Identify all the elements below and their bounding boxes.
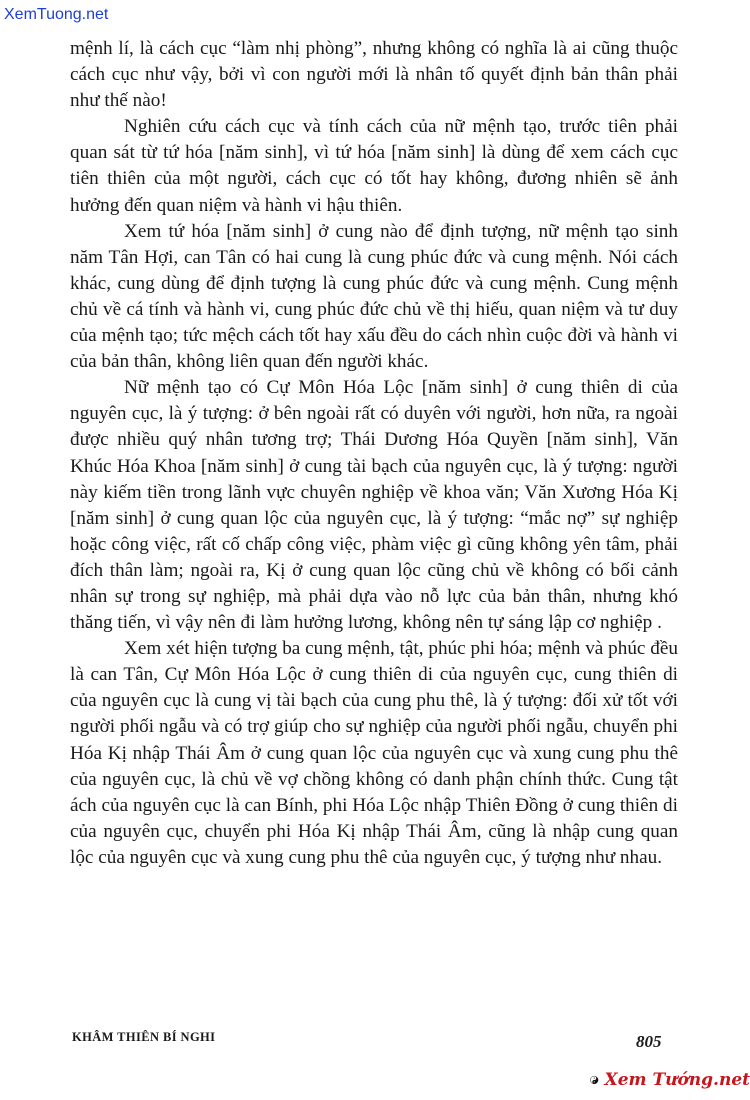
paragraph-5: Xem xét hiện tượng ba cung mệnh, tật, phúc phi hóa; mệnh và phúc đều là can Tân, Cự Môn Hóa Lộc ở cung thiên di của nguyên cục, cung thiên di của nguyên cục là cung vị tài bạch của cung phu thê, là ý tượng: đối xử tốt với người phối ngẫu và có trợ giúp cho sự nghiệp của người phối ngẫu, chuyển phi Hóa Kị nhập Thái Âm ở cung quan lộc của nguyên cục và xung cung phu thê của nguyên cục, là chủ về vợ chồng không có danh phận chính thức. Cung tật ách của nguyên cục là can Bính, phi Hóa Lộc nhập Thiên Đồng ở cung thiên di của nguyên cục, chuyển phi Hóa Kị nhập Thái Âm, cũng là nhập cung quan lộc của nguyên cục và xung cung phu thê của nguyên cục, ý tượng như nhau.	[70, 638, 678, 868]
paragraph-3: Xem tứ hóa [năm sinh] ở cung nào để định tượng, nữ mệnh tạo sinh năm Tân Hợi, can Tân có hai cung là cung phúc đức và cung mệnh. Nói cách khác, cung dùng để định tượng là cung phúc đức và cung mệnh. Cung mệnh chủ về cá tính và hành vi, cung phúc đức chủ về thị hiếu, quan niệm và tư duy của mệnh tạo; tức mệch cách tốt hay xấu đều do cách nhìn cuộc đời và hành vi của bản thân, không liên quan đến người khác.	[70, 220, 678, 373]
watermark-logo	[590, 1062, 750, 1098]
footer-book-title: KHÂM THIÊN BÍ NGHI	[72, 1030, 216, 1044]
paragraph-2: Nghiên cứu cách cục và tính cách của nữ mệnh tạo, trước tiên phải quan sát từ tứ hóa [năm sinh], vì tứ hóa [năm sinh] là dùng để xem cách cục tiên thiên của một người, cách cục có tốt hay không, đương nhiên sẽ ảnh hưởng đến quan niệm và hành vi hậu thiên.	[70, 116, 678, 216]
watermark-top: XemTuong.net	[4, 6, 109, 23]
watermark-logo-text: Xem Tướng.net	[604, 1070, 750, 1090]
paragraph-4: Nữ mệnh tạo có Cự Môn Hóa Lộc [năm sinh] ở cung thiên di của nguyên cục, là ý tượng: ở bên ngoài rất có duyên với người, hơn nữa, ra ngoài được nhiều quý nhân tương trợ; Thái Dương Hóa Quyền [năm sinh], Văn Khúc Hóa Khoa [năm sinh] ở cung tài bạch của nguyên cục, là ý tượng: người này kiếm tiền trong lãnh vực chuyên nghiệp về khoa văn; Văn Xương Hóa Kị [năm sinh] ở cung quan lộc của nguyên cục, là ý tượng: “mắc nợ” sự nghiệp hoặc công việc, rất cố chấp công việc, phàm việc gì cũng không yên tâm, phải đích thân làm; ngoài ra, Kị ở cung quan lộc cũng chủ về không có bối cảnh nhân sự trong sự nghiệp, mà phải dựa vào nỗ lực của bản thân, nhưng khó thăng tiến, vì vậy nên đi làm hưởng lương, không nên tự sáng lập cơ nghiệp .	[70, 377, 678, 634]
page-body	[70, 36, 678, 871]
yin-yang-icon	[590, 1065, 599, 1095]
page-number: 805	[636, 1032, 662, 1051]
paragraph-1: mệnh lí, là cách cục “làm nhị phòng”, nhưng không có nghĩa là ai cũng thuộc cách cục như vậy, bởi vì con người mới là nhân tố quyết định bản thân phải như thế nào!	[70, 38, 678, 112]
